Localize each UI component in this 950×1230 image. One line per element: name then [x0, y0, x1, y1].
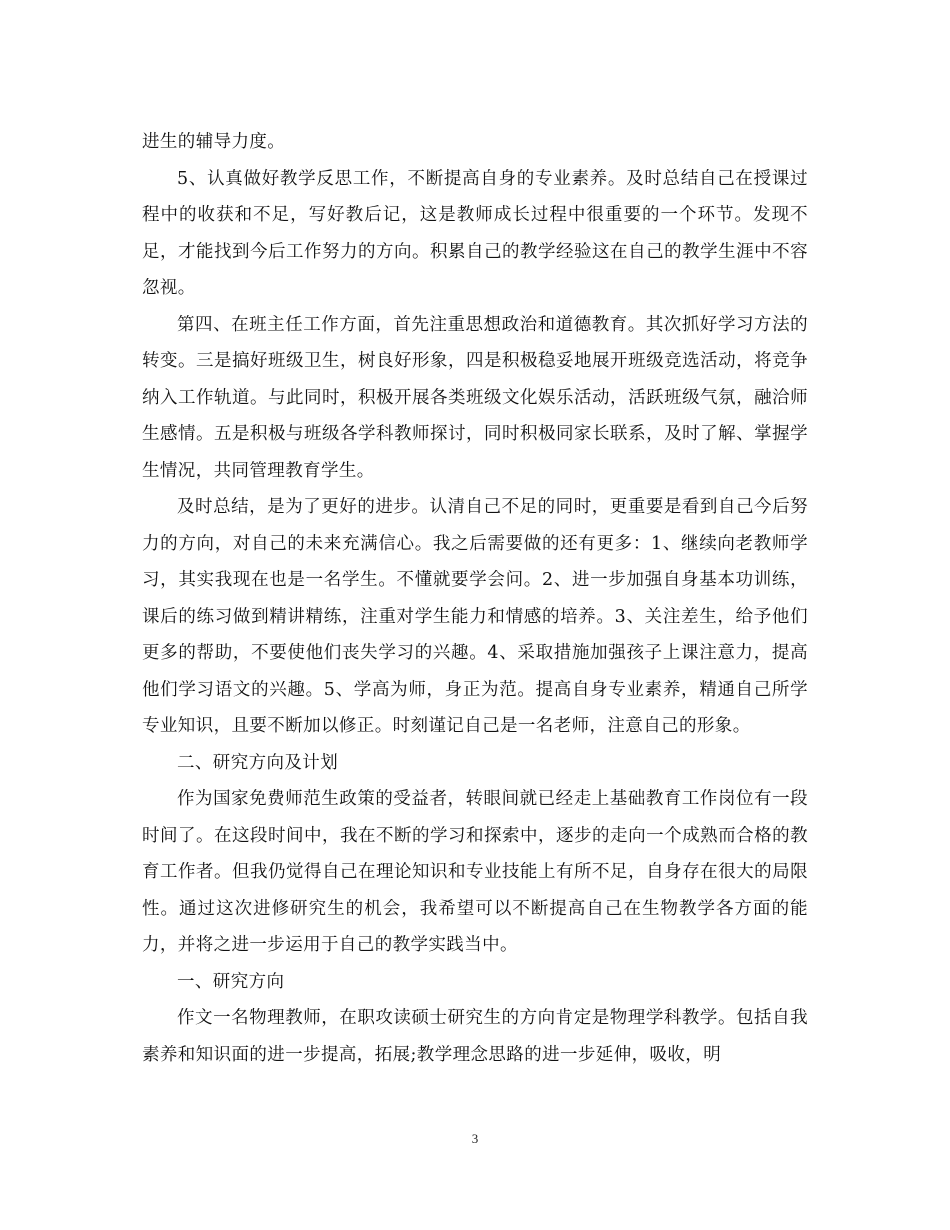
- paragraph-research-intro: 作为国家免费师范生政策的受益者，转眼间就已经走上基础教育工作岗位有一段时间了。在这段时间中，我在不断的学习和探索中，逐步的走向一个成熟而合格的教育工作者。但我仍觉得自己在理论知识和专业技能上有所不足，自身存在很大的局限性。通过这次进修研究生的机会，我希望可以不断提高自己在生物教学各方面的能力，并将之进一步运用于自己的教学实践当中。: [142, 789, 808, 955]
- paragraph-teaching-reflection: 5、认真做好教学反思工作，不断提高自身的专业素养。及时总结自己在授课过程中的收获和不足，写好教后记，这是教师成长过程中很重要的一个环节。发现不足，才能找到今后工作努力的方向。积累自己的教学经验这在自己的教学生涯中不容忽视。: [142, 168, 808, 298]
- section-heading-research-plan: 二、研究方向及计划: [177, 752, 339, 773]
- document-body: [142, 124, 808, 1073]
- paragraph-class-teacher-work: 第四、在班主任工作方面，首先注重思想政治和道德教育。其次抓好学习方法的转变。三是搞好班级卫生，树良好形象，四是积极稳妥地展开班级竞选活动，将竞争纳入工作轨道。与此同时，积极开展各类班级文化娱乐活动，活跃班级气氛，融洽师生感情。五是积极与班级各学科教师探讨，同时积极同家长联系，及时了解、掌握学生情况，共同管理教育学生。: [142, 314, 808, 481]
- paragraph-summary-plans: 及时总结，是为了更好的进步。认清自己不足的同时，更重要是看到自己今后努力的方向，对自己的未来充满信心。我之后需要做的还有更多：1、继续向老教师学习，其实我现在也是一名学生。不懂就要学会问。2、进一步加强自身基本功训练，课后的练习做到精讲精练，注重对学生能力和情感的培养。3、关注差生，给予他们更多的帮助，不要使他们丧失学习的兴趣。4、采取措施加强孩子上课注意力，提高他们学习语文的兴趣。5、学高为师，身正为范。提高自身专业素养，精通自己所学专业知识，且要不断加以修正。时刻谨记自己是一名老师，注意自己的形象。: [142, 497, 808, 736]
- paragraph-research-direction: 作文一名物理教师，在职攻读硕士研究生的方向肯定是物理学科教学。包括自我素养和知识面的进一步提高，拓展;教学理念思路的进一步延伸，吸收，明: [142, 1008, 808, 1065]
- section-heading-research-direction: 一、研究方向: [177, 971, 285, 992]
- page-number: 3: [471, 1131, 479, 1146]
- paragraph-continuation: 进生的辅导力度。: [142, 132, 286, 152]
